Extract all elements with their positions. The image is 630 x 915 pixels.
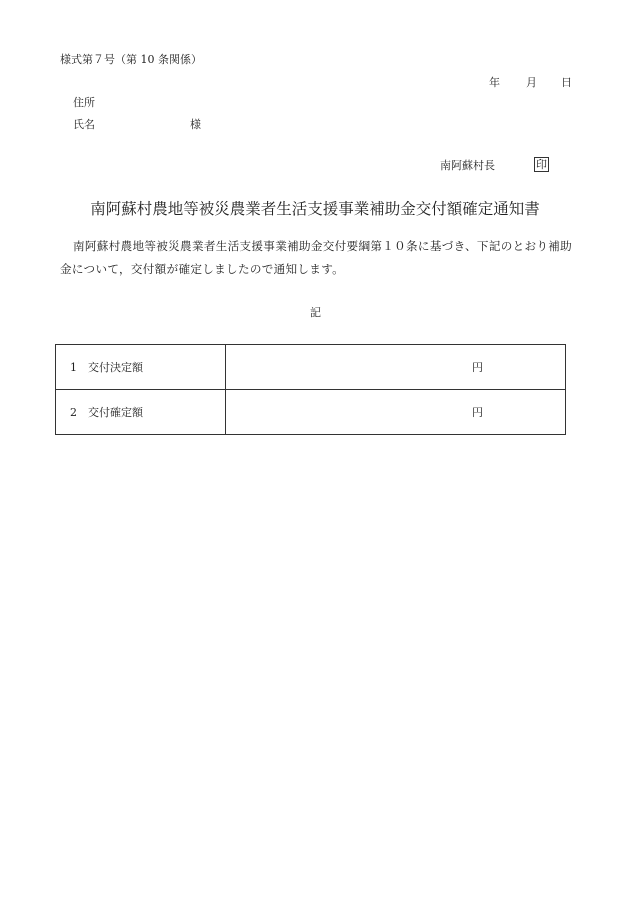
table-row [56, 390, 566, 435]
document-title: 南阿蘇村農地等被災農業者生活支援事業補助金交付額確定通知書 [90, 200, 540, 218]
form-number: 様式第７号（第 10 条関係） [60, 53, 202, 66]
date-day: 日 [561, 76, 572, 89]
address-label: 住所 [73, 96, 95, 109]
row-label: 1 交付決定額 [56, 345, 226, 390]
table-row [56, 345, 566, 390]
row-amount-unit: 円 [226, 390, 566, 435]
seal-mark: 印 [536, 158, 547, 171]
body-line-1: 南阿蘇村農地等被災農業者生活支援事業補助金交付要綱第１０条に基づき、下記のとおり補助 [73, 239, 573, 253]
date-month: 月 [526, 76, 537, 89]
row-amount-unit: 円 [226, 345, 566, 390]
amount-table [55, 344, 566, 435]
name-label: 氏名 [73, 118, 95, 131]
ki-heading: 記 [310, 306, 321, 319]
body-line-2: 金について，交付額が確定しましたので通知します。 [60, 262, 345, 276]
honorific: 様 [190, 118, 201, 131]
row-label: 2 交付確定額 [56, 390, 226, 435]
issuer-name: 南阿蘇村長 [440, 159, 495, 172]
date-year: 年 [489, 76, 500, 89]
